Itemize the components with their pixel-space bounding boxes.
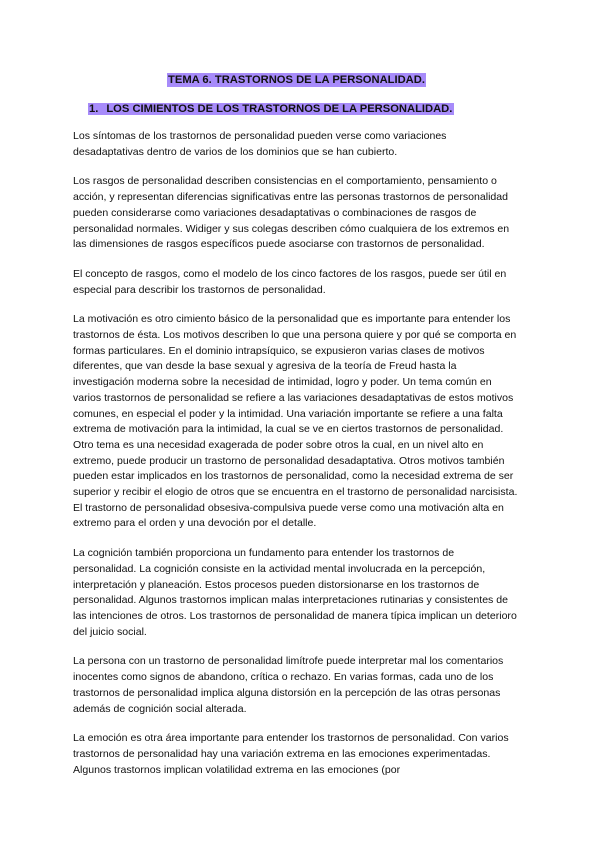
section-number: 1. xyxy=(88,103,106,115)
document-title: TEMA 6. TRASTORNOS DE LA PERSONALIDAD. xyxy=(168,74,425,86)
paragraph-emotion: La emoción es otra área importante para entender los trastornos de personalidad. Con varios trastornos de personalidad hay una variación extrema en las emociones experimentadas. Algunos trastornos implican volatilidad extrema en las emociones (por xyxy=(73,732,509,776)
document-title-container xyxy=(73,70,520,86)
section-title: LOS CIMIENTOS DE LOS TRASTORNOS DE LA PERSONALIDAD. xyxy=(106,103,453,115)
paragraph-trait-model: El concepto de rasgos, como el modelo de los cinco factores de los rasgos, puede ser útil en especial para describir los trastornos de personalidad. xyxy=(73,267,507,296)
paragraph-motivation: La motivación es otro cimiento básico de la personalidad que es importante para entender los trastornos de ésta. Los motivos describen lo que una persona quiere y por qué se comporta en formas particulares. En el dominio intrapsíquico, se expusieron varias clases de motivos diferentes, que van desde la base sexual y agresiva de la teoría de Freud hasta la investigación moderna sobre la necesidad de intimidad, logro y poder. Un tema común en varios trastornos de personalidad se refiere a las variaciones desadaptativas de estos motivos comunes, en especial el poder y la intimidad. Una variación importante se refiere a una falta extrema de motivación para la intimidad, la cual se ve en ciertos trastornos de personalidad. Otro tema es una necesidad exagerada de poder sobre otros la cual, en un nivel alto en extremo, puede producir un trastorno de personalidad desadaptativa. Otros motivos también pueden estar implicados en los trastornos de personalidad, como la necesidad extrema de ser superior y recibir el elogio de otros que se encuentra en el trastorno de personalidad narcisista. El trastorno de personalidad obsesiva-compulsiva puede verse como una motivación alta en extremo para el orden y una devoción por el detalle. xyxy=(73,313,518,530)
paragraph-traits: Los rasgos de personalidad describen consistencias en el comportamiento, pensamiento o acción, y representan diferencias significativas entre las personas trastornos de personalidad pueden considerarse como variaciones desadaptativas o combinaciones de rasgos de personalidad normales. Widiger y sus colegas describen cómo cualquiera de los extremos en las dimensiones de rasgos específicos puede asociarse con trastornos de personalidad. xyxy=(73,175,510,251)
paragraph-cognition: La cognición también proporciona un fundamento para entender los trastornos de personalidad. La cognición consiste en la actividad mental involucrada en la percepción, interpretación y planeación. Estos procesos pueden distorsionarse en los trastornos de personalidad. Algunos trastornos implican malas interpretaciones rutinarias y consistentes de las intenciones de otros. Los trastornos de personalidad de manera típica implican un deterioro del juicio social. xyxy=(73,547,517,638)
section-heading xyxy=(88,99,520,115)
paragraph-intro: Los síntomas de los trastornos de personalidad pueden verse como variaciones desadaptativas dentro de varios de los dominios que se han cubierto. xyxy=(73,130,447,158)
paragraph-borderline: La persona con un trastorno de personalidad limítrofe puede interpretar mal los comentarios inocentes como signos de abandono, crítica o rechazo. En varias formas, cada uno de los trastornos de personalidad implica alguna distorsión en la percepción de las otras personas además de cognición social alterada. xyxy=(73,655,504,715)
